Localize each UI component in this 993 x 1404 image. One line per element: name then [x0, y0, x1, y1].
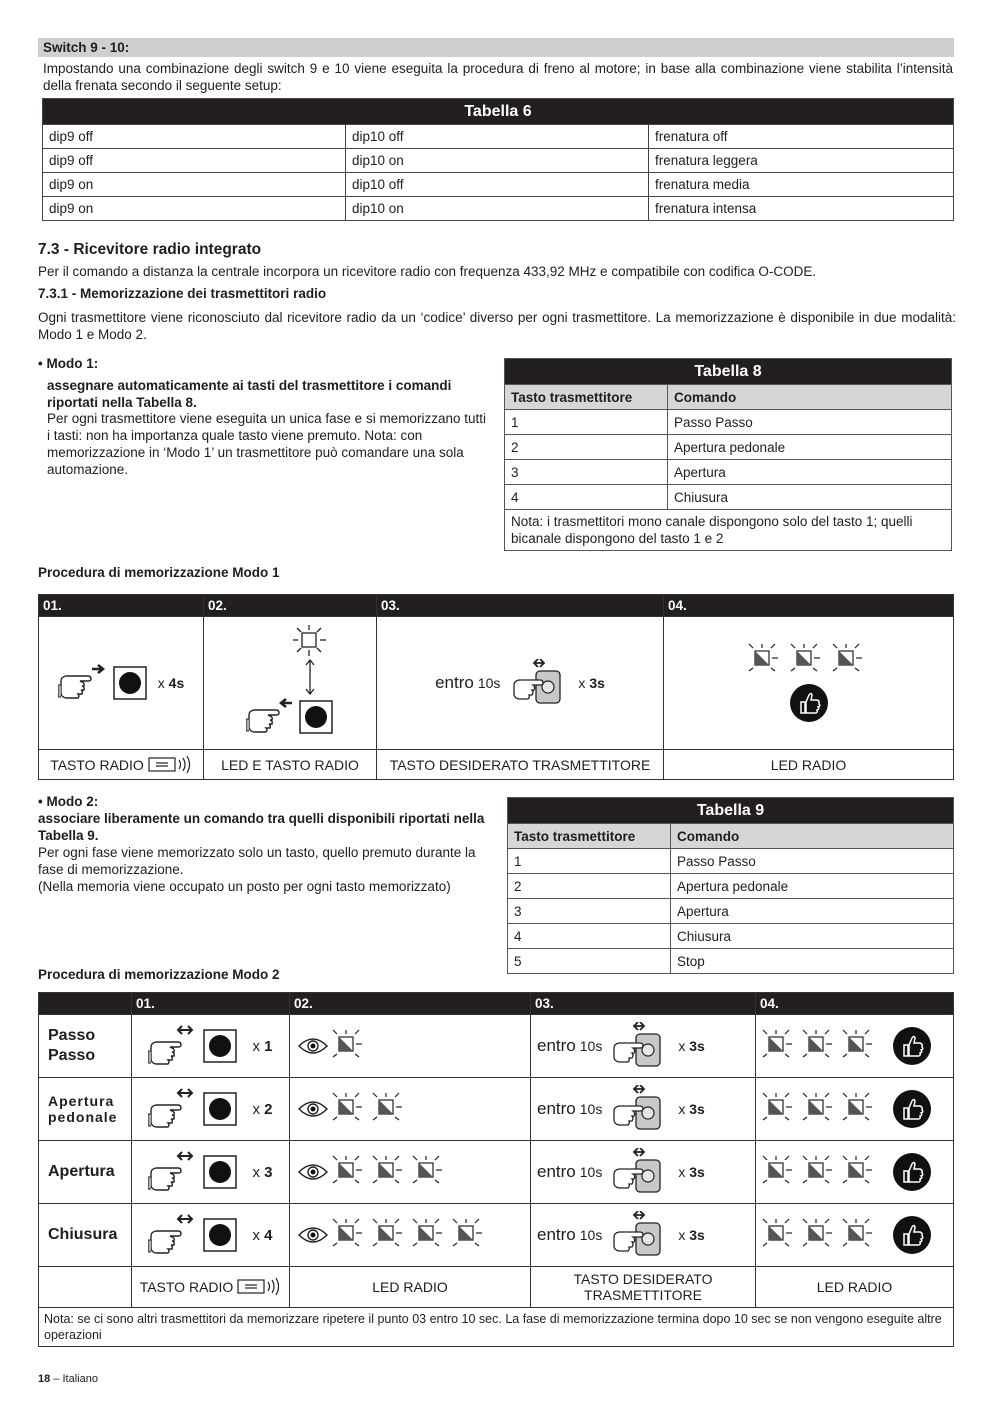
table-cell: dip9 on — [43, 197, 346, 221]
table-8-caption: Tabella 8 — [505, 359, 952, 385]
hand-press-icon — [148, 1214, 198, 1256]
table-cell: dip9 off — [43, 149, 346, 173]
proc2-x: x — [252, 1037, 260, 1055]
table-row — [508, 849, 954, 874]
table-row — [505, 460, 952, 485]
led-flash-icon — [802, 1218, 840, 1252]
table-cell: dip9 off — [43, 125, 346, 149]
proc2-entro: entro — [537, 1099, 576, 1118]
section-7-3-title: 7.3 - Ricevitore radio integrato — [38, 241, 262, 258]
proc1-label-3: TASTO DESIDERATO TRASMETTITORE — [377, 750, 664, 780]
led-blink-icon — [292, 623, 328, 659]
eye-icon — [296, 1223, 330, 1247]
led-flash-icon — [452, 1218, 490, 1252]
proc2-entro-time: 10s — [579, 1038, 603, 1054]
transmitter-hand-icon — [612, 1085, 666, 1133]
proc2-entro: entro — [537, 1162, 576, 1181]
proc2-label-2: LED RADIO — [290, 1267, 531, 1308]
arrow-updown-icon — [304, 659, 316, 695]
table-8-header-tasto: Tasto trasmettitore — [505, 385, 668, 410]
modo1-title: • Modo 1: — [38, 356, 99, 371]
led-flash-icon — [762, 1092, 800, 1126]
proc2-row: Passo Passo x 1 entro 10s x 3s — [39, 1015, 954, 1078]
proc1-step-01: 01. — [39, 595, 204, 617]
table-row — [43, 125, 954, 149]
proc2-entro: entro — [537, 1036, 576, 1055]
modo2-subtitle: associare liberamente un comando tra quelli disponibili riportati nella Tabella 9. — [38, 811, 485, 843]
proc1-label-2: LED E TASTO RADIO — [204, 750, 377, 780]
table-row — [508, 949, 954, 974]
section-7-3-1-text: Ogni trasmettitore viene riconosciuto dal ricevitore radio da un ‘codice’ diverso per ogni trasmettitore. La memorizzazione è disponibile in due modalità: Modo 1 e Modo 2. — [38, 310, 956, 342]
radio-button-icon — [298, 699, 334, 735]
led-flash-icon — [842, 1029, 880, 1063]
led-flash-icon — [762, 1218, 800, 1252]
proc2-step-02: 02. — [290, 993, 531, 1015]
table-cell: Apertura — [668, 460, 952, 485]
table-8 — [504, 358, 952, 551]
proc2-row-label: Apertura pedonale — [39, 1078, 132, 1141]
table-cell: 5 — [508, 949, 671, 974]
proc2-title: Procedura di memorizzazione Modo 2 — [38, 967, 280, 982]
table-cell: dip10 on — [346, 149, 649, 173]
proc2-x: x — [252, 1163, 260, 1181]
proc1-step1-count: x — [157, 675, 169, 691]
proc2-count: 4 — [264, 1226, 273, 1244]
radio-button-icon — [202, 1154, 238, 1190]
led-flash-icon — [842, 1218, 880, 1252]
table-cell: Apertura pedonale — [668, 435, 952, 460]
thumbs-up-icon — [892, 1215, 932, 1255]
table-cell: Stop — [671, 949, 954, 974]
proc2-hold: 3s — [689, 1101, 705, 1117]
table-6-caption: Tabella 6 — [43, 99, 954, 125]
table-cell: dip10 on — [346, 197, 649, 221]
hand-press-icon — [58, 663, 108, 703]
table-row — [508, 924, 954, 949]
table-9 — [507, 797, 954, 974]
table-8-header-comando: Comando — [668, 385, 952, 410]
proc1-step-03: 03. — [377, 595, 664, 617]
table-cell: Chiusura — [671, 924, 954, 949]
proc2-step-04: 04. — [756, 993, 954, 1015]
proc2-row: Apertura x 3 entro 10s x 3s — [39, 1141, 954, 1204]
proc1-step1-time: 4s — [168, 675, 185, 691]
switch-section-text: Impostando una combinazione degli switch 9 e 10 viene eseguita la procedura di freno al motore; in base alla combinazione viene stabilita l’intensità della frenata secondo il seguente setup: — [43, 61, 953, 93]
table-cell: Passo Passo — [671, 849, 954, 874]
table-8-note: Nota: i trasmettitori mono canale dispongono solo del tasto 1; quelli bicanale dispongono del tasto 1 e 2 — [505, 510, 952, 551]
led-flash-icon — [748, 643, 786, 677]
table-cell: 3 — [505, 460, 668, 485]
proc2-table — [38, 992, 954, 1347]
radio-button-icon — [202, 1028, 238, 1064]
led-flash-icon — [762, 1155, 800, 1189]
led-flash-icon — [802, 1029, 840, 1063]
transmitter-hand-icon — [612, 1022, 666, 1070]
table-cell: frenatura media — [649, 173, 954, 197]
table-row — [508, 874, 954, 899]
proc2-step-03: 03. — [531, 993, 756, 1015]
switch-section-title: Switch 9 - 10: — [38, 38, 954, 57]
proc2-step-01: 01. — [132, 993, 290, 1015]
led-flash-icon — [842, 1092, 880, 1126]
proc1-entro-time: 10s — [477, 675, 501, 691]
eye-icon — [296, 1097, 330, 1121]
led-flash-icon — [332, 1092, 370, 1126]
table-cell: 4 — [508, 924, 671, 949]
modo2-text2: (Nella memoria viene occupato un posto per ogni tasto memorizzato) — [38, 879, 451, 894]
proc2-hold: 3s — [689, 1227, 705, 1243]
section-7-3-text: Per il comando a distanza la centrale incorpora un ricevitore radio con frequenza 433,92 MHz e compatibile con codifica O-CODE. — [38, 264, 817, 279]
radio-button-icon — [202, 1091, 238, 1127]
hand-press-icon — [148, 1151, 198, 1193]
thumbs-up-icon — [892, 1026, 932, 1066]
modo2-title: • Modo 2: — [38, 794, 99, 809]
led-flash-icon — [332, 1029, 370, 1063]
led-flash-icon — [412, 1155, 450, 1189]
proc2-entro: entro — [537, 1225, 576, 1244]
table-9-header-comando: Comando — [671, 824, 954, 849]
led-flash-icon — [372, 1155, 410, 1189]
transmitter-hand-icon — [512, 659, 566, 707]
table-cell: 1 — [508, 849, 671, 874]
led-flash-icon — [762, 1029, 800, 1063]
table-cell: dip10 off — [346, 125, 649, 149]
proc2-row: Apertura pedonale x 2 entro 10s x 3s — [39, 1078, 954, 1141]
table-row — [43, 149, 954, 173]
table-row — [43, 197, 954, 221]
modo2-text1: Per ogni fase viene memorizzato solo un tasto, quello premuto durante la fase di memorizzazione. — [38, 845, 476, 877]
radio-receiver-icon — [237, 1277, 281, 1297]
section-7-3-1-title: 7.3.1 - Memorizzazione dei trasmettitori radio — [38, 286, 327, 301]
led-flash-icon — [332, 1218, 370, 1252]
proc1-step3-time: 3s — [589, 675, 605, 691]
table-cell: dip9 on — [43, 173, 346, 197]
table-cell: frenatura off — [649, 125, 954, 149]
led-flash-icon — [842, 1155, 880, 1189]
thumbs-up-icon — [892, 1089, 932, 1129]
proc1-step-02: 02. — [204, 595, 377, 617]
thumbs-up-icon — [892, 1152, 932, 1192]
table-row — [508, 899, 954, 924]
table-cell: Apertura pedonale — [671, 874, 954, 899]
hand-press-icon — [148, 1088, 198, 1130]
proc2-count: 3 — [264, 1163, 273, 1181]
table-cell: 4 — [505, 485, 668, 510]
proc2-entro-time: 10s — [579, 1164, 603, 1180]
table-cell: frenatura intensa — [649, 197, 954, 221]
hand-press-icon — [246, 697, 296, 737]
proc1-title: Procedura di memorizzazione Modo 1 — [38, 565, 280, 580]
proc1-label-4: LED RADIO — [664, 750, 954, 780]
hand-press-icon — [148, 1025, 198, 1067]
led-flash-icon — [332, 1155, 370, 1189]
proc1-label-1: TASTO RADIO — [50, 756, 144, 773]
proc2-entro-time: 10s — [579, 1101, 603, 1117]
proc2-hold: 3s — [689, 1038, 705, 1054]
page-language: – Italiano — [50, 1373, 98, 1385]
proc1-step-04: 04. — [664, 595, 954, 617]
proc2-row-label: Passo Passo — [39, 1015, 132, 1078]
proc2-x: x — [252, 1226, 260, 1244]
led-flash-icon — [412, 1218, 450, 1252]
radio-button-icon — [202, 1217, 238, 1253]
table-cell: Passo Passo — [668, 410, 952, 435]
radio-button-icon — [112, 665, 148, 701]
led-flash-icon — [372, 1218, 410, 1252]
transmitter-hand-icon — [612, 1148, 666, 1196]
table-row — [505, 485, 952, 510]
proc2-count: 1 — [264, 1037, 273, 1055]
led-row — [748, 643, 870, 677]
radio-receiver-icon — [148, 755, 192, 775]
proc1-step3-count: x — [578, 675, 590, 691]
table-cell: dip10 off — [346, 173, 649, 197]
table-row — [505, 435, 952, 460]
modo1-subtitle: assegnare automaticamente ai tasti del trasmettitore i comandi riportati nella Tabella 8. — [47, 378, 452, 410]
eye-icon — [296, 1160, 330, 1184]
thumbs-up-icon — [789, 683, 829, 723]
table-cell: Chiusura — [668, 485, 952, 510]
proc2-row-label: Chiusura — [39, 1204, 132, 1267]
proc2-row-label: Apertura — [39, 1141, 132, 1204]
eye-icon — [296, 1034, 330, 1058]
table-9-caption: Tabella 9 — [508, 798, 954, 824]
proc2-entro-time: 10s — [579, 1227, 603, 1243]
table-9-header-tasto: Tasto trasmettitore — [508, 824, 671, 849]
page-number: 18 — [38, 1373, 51, 1385]
proc2-label-3: TASTO DESIDERATO TRASMETTITORE — [531, 1267, 756, 1308]
proc2-count: 2 — [264, 1100, 273, 1118]
led-flash-icon — [802, 1092, 840, 1126]
proc2-label-4: LED RADIO — [756, 1267, 954, 1308]
table-row — [505, 410, 952, 435]
led-flash-icon — [832, 643, 870, 677]
led-flash-icon — [372, 1092, 410, 1126]
proc2-hold: 3s — [689, 1164, 705, 1180]
table-row — [43, 173, 954, 197]
proc1-entro: entro — [435, 673, 474, 692]
proc2-x: x — [252, 1100, 260, 1118]
table-cell: 2 — [505, 435, 668, 460]
proc1-table — [38, 594, 954, 780]
table-6 — [42, 98, 954, 221]
table-cell: 2 — [508, 874, 671, 899]
table-cell: frenatura leggera — [649, 149, 954, 173]
led-flash-icon — [802, 1155, 840, 1189]
proc2-label-1: TASTO RADIO — [139, 1279, 234, 1295]
led-flash-icon — [790, 643, 828, 677]
table-cell: Apertura — [671, 899, 954, 924]
page-footer — [38, 1373, 98, 1385]
proc2-row: Chiusura x 4 entro 10s x 3s — [39, 1204, 954, 1267]
modo1-text: Per ogni trasmettitore viene eseguita un unica fase e si memorizzano tutti i tasti: non ha importanza quale tasto viene premuto. Nota: con memorizzazione in ‘Modo 1’ un trasmettitore può comandare una sola automazione. — [47, 411, 486, 477]
transmitter-hand-icon — [612, 1211, 666, 1259]
table-cell: 1 — [505, 410, 668, 435]
table-cell: 3 — [508, 899, 671, 924]
proc2-note: Nota: se ci sono altri trasmettitori da memorizzare ripetere il punto 03 entro 10 sec. La fase di memorizzazione termina dopo 10 sec se non vengono eseguite altre operazioni — [39, 1308, 954, 1347]
